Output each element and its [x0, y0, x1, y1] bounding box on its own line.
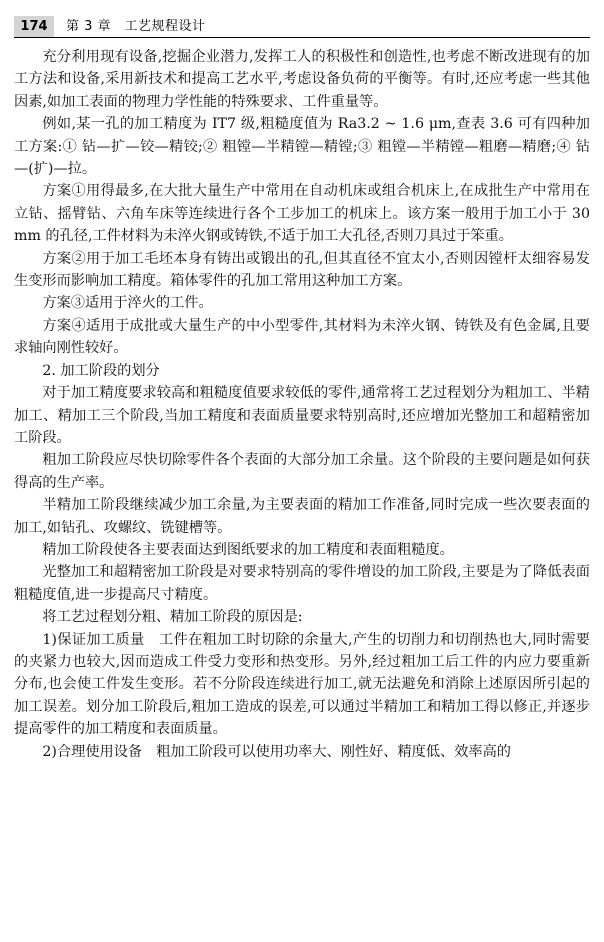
- paragraph: 精加工阶段使各主要表面达到图纸要求的加工精度和表面粗糙度。: [42, 541, 454, 558]
- paragraph: 光整加工和超精密加工阶段是对要求特别高的零件增设的加工阶段,主要是为了降低表面粗糙度值,进一步提高尺寸精度。: [14, 564, 590, 603]
- paragraph: 方案③适用于淬火的工件。: [42, 295, 213, 312]
- list-item: 2)合理使用设备 粗加工阶段可以使用功率大、刚性好、精度低、效率高的: [42, 743, 511, 760]
- page-number: 174: [14, 16, 54, 37]
- chapter-title: 第 3 章 工艺规程设计: [66, 19, 206, 34]
- paragraph: 将工艺过程划分粗、精加工阶段的原因是:: [42, 609, 303, 626]
- body-text: [14, 46, 590, 763]
- page-header: [14, 16, 590, 38]
- paragraph: 充分利用现有设备,挖掘企业潜力,发挥工人的积极性和创造性,也考虑不断改进现有的加工方法和设备,采用新技术和提高工艺水平,考虑设备负荷的平衡等。有时,还应考虑一些其他因素,如加工表面的物理力学性能的特殊要求、工件重量等。: [14, 49, 590, 110]
- paragraph: 方案②用于加工毛坯本身有铸出或锻出的孔,但其直径不宜太小,否则因镗杆太细容易发生变形而影响加工精度。箱体零件的孔加工常用这种加工方案。: [14, 250, 590, 290]
- paragraph: 例如,某一孔的加工精度为 IT7 级,粗糙度值为 Ra3.2 ~ 1.6 μm,查表 3.6 可有四种加工方案:① 钻—扩—铰—精铰;② 粗镗—半精镗—精镗;③ 粗镗—半精镗—粗磨—精磨;④ 钻—(扩)—拉。: [14, 116, 590, 178]
- list-item: 1)保证加工质量 工件在粗加工时切除的余量大,产生的切削力和切削热也大,同时需要的夹紧力也较大,因而造成工件受力变形和热变形。另外,经过粗加工后工件的内应力要重新分布,也会使工件发生变形。若不分阶段连续进行加工,就无法避免和消除上述原因所引起的加工误差。划分加工阶段后,粗加工造成的误差,可以通过半精加工和精加工得以修正,并逐步提高零件的加工精度和表面质量。: [14, 631, 590, 738]
- paragraph: 半精加工阶段继续减少加工余量,为主要表面的精加工作准备,同时完成一些次要表面的加工,如钻孔、攻螺纹、铣键槽等。: [14, 497, 590, 536]
- paragraph: 方案①用得最多,在大批大量生产中常用在自动机床或组合机床上,在成批生产中常用在立钻、摇臂钻、六角车床等连续进行各个工步加工的机床上。该方案一般用于加工小于 30 mm 的孔径,工件材料为未淬火钢或铸铁,不适于加工大孔径,否则刀具过于笨重。: [14, 183, 590, 245]
- section-heading: 2. 加工阶段的划分: [42, 362, 160, 379]
- paragraph: 方案④适用于成批或大量生产的中小型零件,其材料为未淬火钢、铸铁及有色金属,且要求轴向刚性较好。: [14, 317, 590, 357]
- header-rule: [14, 37, 590, 38]
- paragraph: 粗加工阶段应尽快切除零件各个表面的大部分加工余量。这个阶段的主要问题是如何获得高的生产率。: [14, 452, 590, 491]
- paragraph: 对于加工精度要求较高和粗糙度值要求较低的零件,通常将工艺过程划分为粗加工、半精加工、精加工三个阶段,当加工精度和表面质量要求特别高时,还应增加光整加工和超精密加工阶段。: [14, 385, 590, 446]
